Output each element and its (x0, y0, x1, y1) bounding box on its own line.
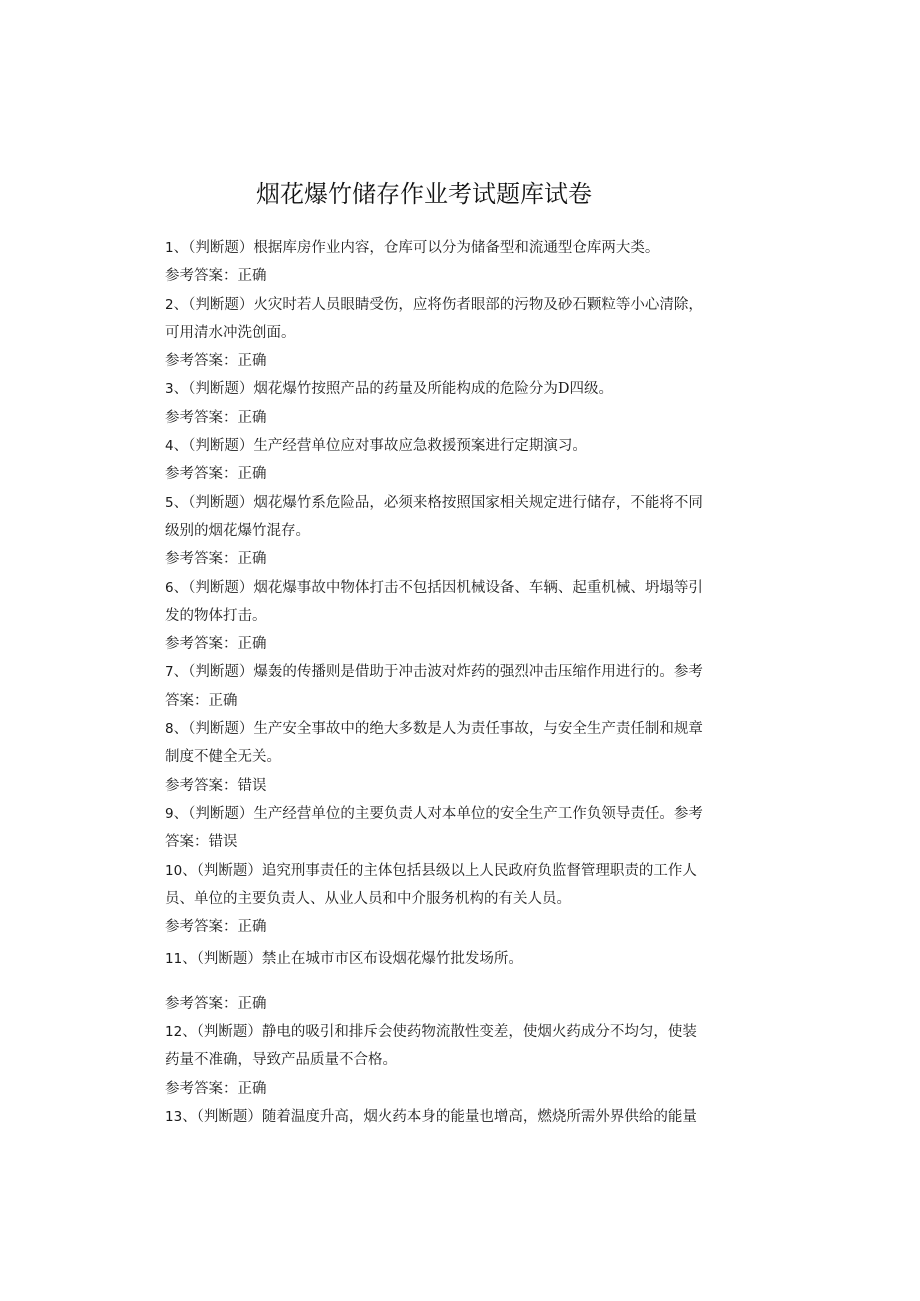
question-text: 、（判断题）根据库房作业内容，仓库可以分为储备型和流通型仓库两大类。 (173, 240, 660, 256)
question-item (165, 945, 745, 1018)
question-list (165, 234, 745, 1131)
question-text: 、（判断题）火灾时若人员眼睛受伤，应将伤者眼部的污物及砂石颗粒等小心清除， (173, 296, 703, 313)
question-line (165, 375, 745, 403)
answer-line: 参考答案：正确 (165, 409, 267, 426)
question-text: 、（判断题）烟花爆竹按照产品的药量及所能构成的危险分为D四级。 (173, 381, 613, 398)
question-line (165, 1103, 745, 1131)
question-text-continued: 药量不准确，导致产品质量不合格。 (165, 1052, 397, 1069)
page-title: 烟花爆竹储存作业考试题库试卷 (256, 180, 592, 208)
answer-line: 参考答案：错误 (165, 777, 267, 794)
question-line (165, 234, 745, 262)
question-number: 9 (165, 805, 174, 822)
answer-line: 参考答案：正确 (165, 551, 267, 568)
question-line (165, 1018, 745, 1046)
question-line (165, 715, 745, 743)
question-text-continued: 发的物体打击。 (165, 607, 267, 624)
question-number: 12 (165, 1024, 183, 1041)
question-item (165, 432, 745, 489)
question-text-continued: 制度不健全无关。 (165, 749, 281, 766)
question-number: 5 (165, 494, 174, 511)
question-number: 8 (165, 721, 174, 738)
spacer (165, 974, 745, 990)
question-text-continued: 可用清水冲洗创面。 (165, 324, 296, 341)
question-number: 11 (165, 951, 183, 968)
question-item (165, 800, 745, 857)
question-text-continued: 答案：正确 (165, 692, 238, 709)
question-line (165, 574, 745, 602)
question-item (165, 658, 745, 715)
question-text: 、（判断题）爆轰的传播则是借助于冲击波对炸药的强烈冲击压缩作用进行的。参考 (173, 664, 703, 681)
answer-line: 参考答案：正确 (165, 636, 267, 653)
question-item (165, 375, 745, 432)
question-line (165, 489, 745, 517)
question-item (165, 715, 745, 800)
question-number: 2 (165, 296, 174, 313)
question-number: 10 (165, 862, 183, 879)
answer-line: 参考答案：正确 (165, 1080, 267, 1097)
question-text: 、（判断题）追究刑事责任的主体包括县级以上人民政府负监督管理职责的工作人 (182, 862, 697, 879)
question-text-continued: 级别的烟花爆竹混存。 (165, 522, 310, 539)
answer-line: 参考答案：正确 (165, 466, 267, 483)
question-text-continued: 答案：错误 (165, 834, 238, 851)
question-text: 、（判断题）烟花爆事故中物体打击不包括因机械设备、车辆、起重机械、坍塌等引 (173, 579, 703, 596)
answer-line: 参考答案：正确 (165, 353, 267, 370)
answer-line: 参考答案：正确 (165, 919, 267, 936)
answer-line: 参考答案：正确 (165, 268, 267, 285)
question-number: 13 (165, 1108, 183, 1125)
question-line (165, 432, 745, 460)
question-text: 、（判断题）随着温度升高，烟火药本身的能量也增高，燃烧所需外界供给的能量 (182, 1108, 697, 1125)
question-text: 、（判断题）生产经营单位的主要负责人对本单位的安全生产工作负领导责任。参考 (173, 805, 703, 822)
question-text-continued: 员、单位的主要负责人、从业人员和中介服务机构的有关人员。 (165, 890, 571, 907)
question-line (165, 857, 745, 885)
question-item (165, 857, 745, 942)
question-item (165, 1103, 745, 1131)
question-number: 7 (165, 664, 174, 681)
question-text: 、（判断题）生产经营单位应对事故应急救援预案进行定期演习。 (173, 438, 587, 455)
question-line (165, 658, 745, 686)
question-item (165, 1018, 745, 1103)
question-number: 4 (165, 438, 174, 455)
question-number: 3 (165, 381, 174, 398)
question-line (165, 291, 745, 319)
question-item (165, 574, 745, 659)
question-line (165, 800, 745, 828)
question-line (165, 945, 745, 973)
question-number: 1 (165, 240, 174, 256)
question-item (165, 234, 745, 291)
question-number: 6 (165, 579, 174, 596)
question-item (165, 489, 745, 574)
answer-line: 参考答案：正确 (165, 995, 267, 1012)
question-text: 、（判断题）禁止在城市市区布设烟花爆竹批发场所。 (182, 951, 523, 968)
question-text: 、（判断题）静电的吸引和排斥会使药物流散性变差，使烟火药成分不均匀，使装 (182, 1024, 697, 1041)
question-item (165, 291, 745, 376)
question-text: 、（判断题）烟花爆竹系危险品，必须来格按照国家相关规定进行储存，不能将不同 (173, 494, 703, 511)
question-text: 、（判断题）生产安全事故中的绝大多数是人为责任事故，与安全生产责任制和规章 (173, 721, 703, 738)
